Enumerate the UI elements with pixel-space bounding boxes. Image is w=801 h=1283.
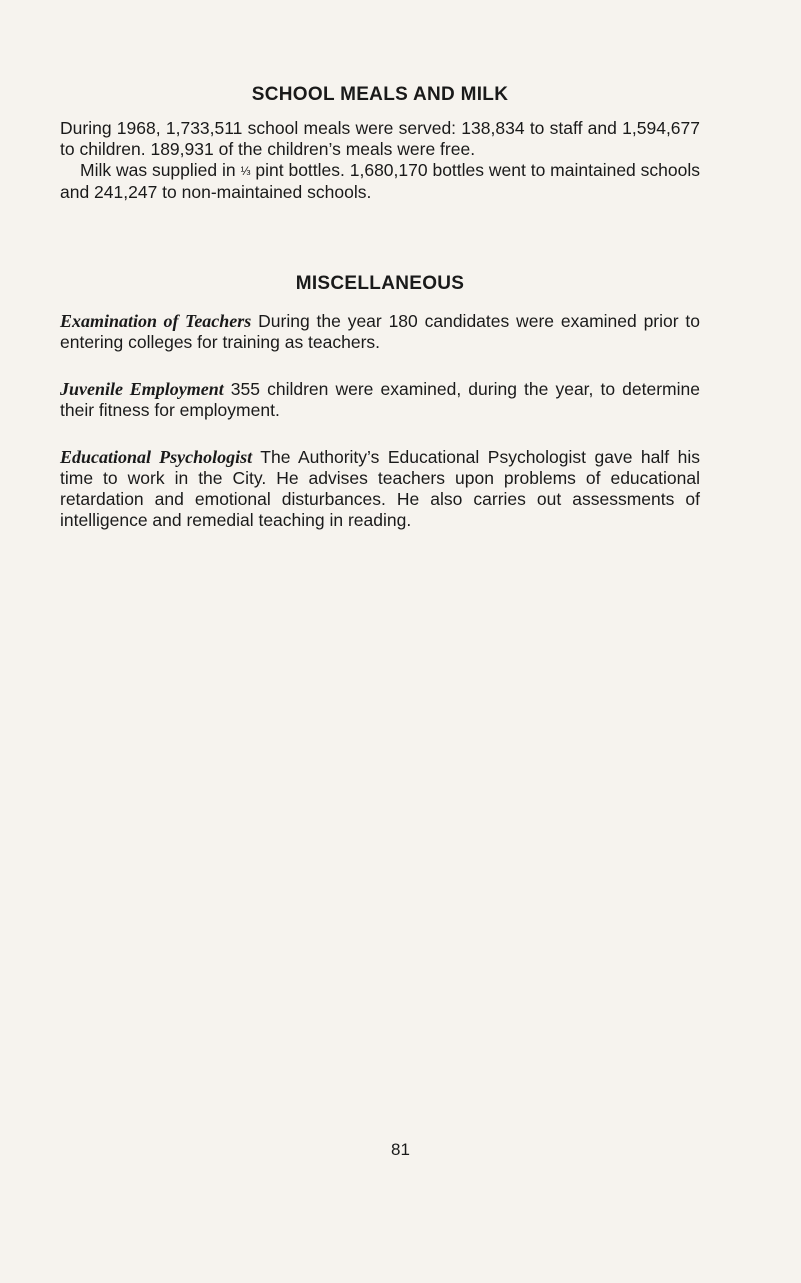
educational-psychologist-paragraph	[60, 447, 700, 531]
milk-paragraph	[60, 160, 700, 203]
school-meals-heading: SCHOOL MEALS AND MILK	[251, 84, 509, 105]
juvenile-employment-heading: Juvenile Employment	[60, 379, 224, 399]
miscellaneous-heading: MISCELLANEOUS	[295, 273, 465, 294]
page-number: 81	[391, 1140, 410, 1159]
examination-teachers-paragraph	[60, 311, 700, 353]
milk-text-start: Milk was supplied in	[80, 160, 241, 180]
juvenile-employment-paragraph	[60, 379, 700, 421]
educational-psychologist-text: The Authority’s Educational Psychologist gave half his time to work in the City. He advises teachers upon problems of educational retardation and emotional disturbances. He also carries out assessments of intelligence and remedial teaching in reading.	[60, 447, 700, 530]
examination-teachers-heading: Examination of Teachers	[60, 311, 252, 331]
educational-psychologist-heading: Educational Psychologist	[60, 447, 253, 467]
fraction: ⅓	[240, 164, 251, 178]
examination-teachers-text: During the year 180 candidates were examined prior to entering colleges for training as teachers.	[60, 311, 701, 352]
milk-text-end: pint bottles. 1,680,170 bottles went to maintained schools and 241,247 to non-maintained schools.	[60, 160, 700, 202]
juvenile-employment-text: 355 children were examined, during the year, to determine their fitness for employment.	[60, 379, 700, 420]
page-content	[60, 84, 700, 531]
school-meals-paragraph: During 1968, 1,733,511 school meals were served: 138,834 to staff and 1,594,677 to children. 189,931 of the children’s meals were free.	[60, 118, 700, 159]
